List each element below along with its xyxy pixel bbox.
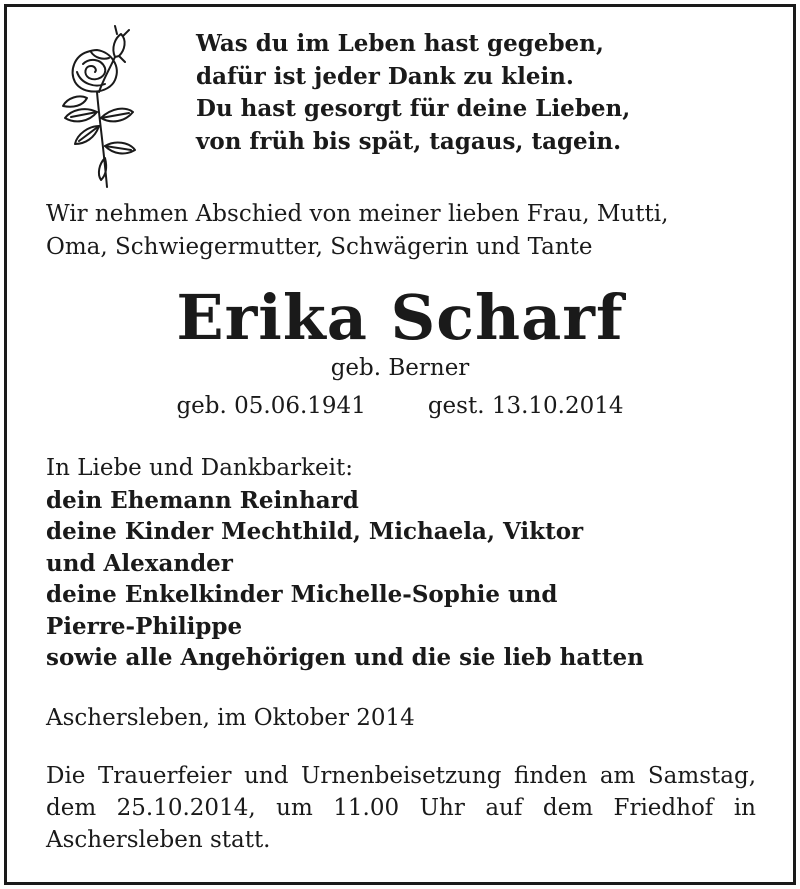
- intro-line: Oma, Schwiegermutter, Schwägerin und Tante: [46, 234, 593, 260]
- mourner-line: sowie alle Angehörigen und die sie lieb hatten: [46, 644, 644, 671]
- mourner-line: Pierre-Philippe: [46, 612, 243, 640]
- poem-line: Was du im Leben hast gegeben,: [196, 30, 604, 57]
- life-dates: [0, 390, 800, 423]
- rose-icon: [45, 22, 150, 192]
- memorial-poem: [196, 28, 630, 158]
- maiden-name: geb. Berner: [330, 355, 470, 381]
- farewell-intro: [46, 198, 766, 264]
- poem-line: dafür ist jeder Dank zu klein.: [196, 62, 574, 90]
- mourner-line: deine Kinder Mechthild, Michaela, Viktor: [46, 518, 584, 545]
- intro-line: Wir nehmen Abschied von meiner lieben Frau, Mutti,: [46, 201, 669, 227]
- mourner-line: deine Enkelkinder Michelle-Sophie und: [46, 581, 558, 608]
- mourners-list: [46, 453, 766, 674]
- poem-line: von früh bis spät, tagaus, tagein.: [196, 127, 622, 155]
- place-and-date: Aschersleben, im Oktober 2014: [46, 705, 415, 731]
- mourner-line: dein Ehemann Reinhard: [46, 486, 359, 514]
- mourners-heading: In Liebe und Dankbarkeit:: [46, 455, 353, 481]
- mourner-line: und Alexander: [46, 549, 233, 577]
- deceased-name: Erika Scharf: [176, 281, 624, 354]
- death-date: gest. 13.10.2014: [427, 393, 624, 419]
- poem-line: Du hast gesorgt für deine Lieben,: [196, 95, 631, 122]
- birth-date: geb. 05.06.1941: [176, 393, 366, 419]
- funeral-notice: Die Trauerfeier und Urnenbeisetzung finden am Samstag, dem 25.10.2014, um 11.00 Uhr auf dem Friedhof in Aschersleben statt.: [46, 763, 756, 853]
